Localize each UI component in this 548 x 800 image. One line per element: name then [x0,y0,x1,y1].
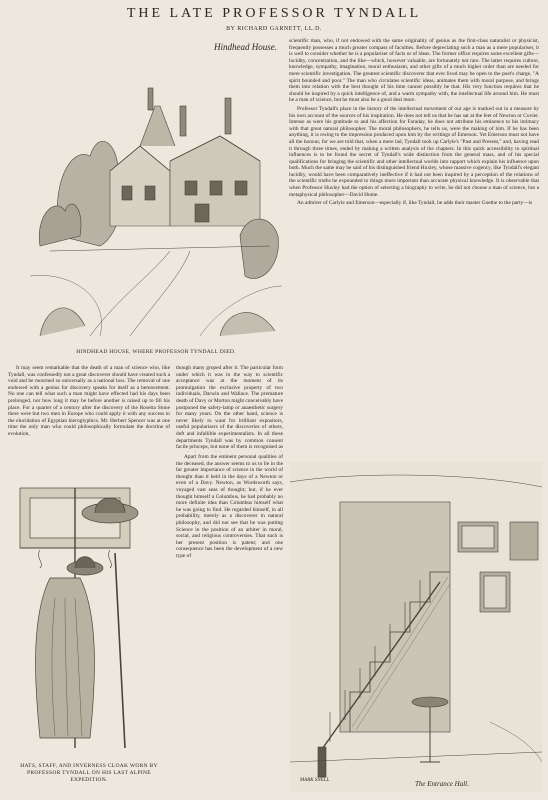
entrance-hall-label: The Entrance Hall. [415,780,469,788]
paragraph: It may seem remarkable that the death of a man of science who, like Tyndall, was confessedly not a great discoverer should have created such a void and be mourned so universally as a national loss. The removal of one endowed with a genius for discovery speaks for itself as a bereavement. No one can tell what such a man might have effected had his days been prolonged, nor how long it may be before another is raised up to fill his place. For a quarter of a century after the discovery of the Rosetta Stone there were but two men in Europe who could apply it with any success to the elucidation of Egyptian hieroglyphics. Mr. Herbert Spencer was at one time the only man who could philosophically formulate the doctrine of evolution, [8,365,170,437]
byline: BY RICHARD GARNETT, LL.D. [226,26,322,32]
middle-column [176,365,283,452]
paragraph: Professor Tyndall's place in the history of the intellectual movement of our age is marked out in a measure by his own account of the sources of his inspiration. He does not tell us that he has sat at the feet of Newton or Cuvier. Intense as were his gratitude to and his affection for Faraday, he does not attribute his eminence to his intimacy with that great natural philosopher. The moral philosophers, he tells us, were the making of him. If he has been anything, it is owing to the impression produced upon him by the writings of Emerson. Yet Emerson must not have all the honour, for we are told that, when a mere lad, Tyndall took up Carlyle's "Past and Present," and, having read it through three times, ended by making a written analysis of the chapters. In this quick accessibility to spiritual influences is to be found the secret of Tyndall's wide distinction from the general mass, and of his special qualifications for bringing the scientific and other intellectual worlds into rapport which explain his influence upon both. Much the same may be said of his distinguished friend Huxley, whose massive cogency, like Tyndall's elegant lucidity, would have been comparatively ineffective if it had not been inspired by a perception of the relations of the scientific truths he expounded to things more important than accurate physical knowledge. It is observable that when Professor Huxley had the option of selecting a biography to write, he did not choose a man of science, but a metaphysical philosopher—David Hume. [289,105,539,198]
paragraph: Apart from the eminent personal qualities of the deceased, the answer seems to us to lie in the far greater importance of science in the world of thought than it held in the days of a Newton or even of a Davy. Newton, as Wordsworth says, voyaged vast seas of thought; but, if he ever thought himself a Columbus, he had probably no more definite idea than Columbus himself what he was going to find. He regarded himself, in all probability, merely as a discoverer in natural philosophy, and did not see that he was putting Science in the position of an arbiter in moral, social, and religious controversies. That such is her present position is patent; and one consequence has been the development of a new type of [176,454,283,559]
paragraph: scientific man, who, if not endowed with the same originality of genius as the first-class naturalist or physicist, frequently possesses a much greater compass of faculties. Before depreciating such a man as a mere populariser, it is well to consider whether he is a populariser of facts or of ideas. The former office requires some excellent gifts—lucidity, concentration, and the like—which, however valuable, are fortunately not rare. The latter requires culture, knowledge, sympathy, imagination, moral enthusiasm, and other gifts of a much higher order than are needed for mere scientific investigation. The greatest scientific discoverer that ever lived may be open to the poet's charge, "A spirit bounded and poor." The man who circulates scientific ideas, animates them with moral purpose, and brings them into relation with the best thought of his time cannot possibly be that. His very function requires that he should be inspired by a quick intelligence of, and a warm sympathy with, the intellectual life around him. He must be a man of science, but he must also be a good deal more. [289,38,539,104]
narrow-column [176,454,283,794]
hindhead-caption: HINDHEAD HOUSE, WHERE PROFESSOR TYNDALL DIED. [76,349,236,355]
hats-illustration [10,458,170,758]
artist-signature: MARK SNELL [300,778,330,783]
hats-caption: HATS, STAFF, AND INVERNESS CLOAK WORN BY PROFESSOR TYNDALL ON HIS LAST ALPINE EXPEDITION. [20,763,158,783]
right-column [289,38,539,458]
paragraph: An admirer of Carlyle and Emerson—especially if, like Tyndall, he adds their master Goethe to the party—is [297,200,533,207]
paragraph: though many groped after it. The particular form under which it was in the way to scientific acceptance was at the moment of its promulgation the exclusive property of two individuals, Darwin and Wallace. The premature death of Davy or Morton might conceivably have postponed the safety-lamp or anaesthetic surgery for many years. On the other hand, science is never likely to want for brilliant expositors, useful popularisers of the discoveries of others, deft and infallible experimentalists. In all these departments Tyndall was by common consent facile princeps, but none of them is recognised as [176,365,283,451]
hindhead-house-illustration [30,36,282,344]
hindhead-label: Hindhead House. [214,42,277,52]
page-title: THE LATE PROFESSOR TYNDALL [126,6,422,21]
entrance-hall-illustration [290,462,542,792]
left-column [8,365,170,452]
